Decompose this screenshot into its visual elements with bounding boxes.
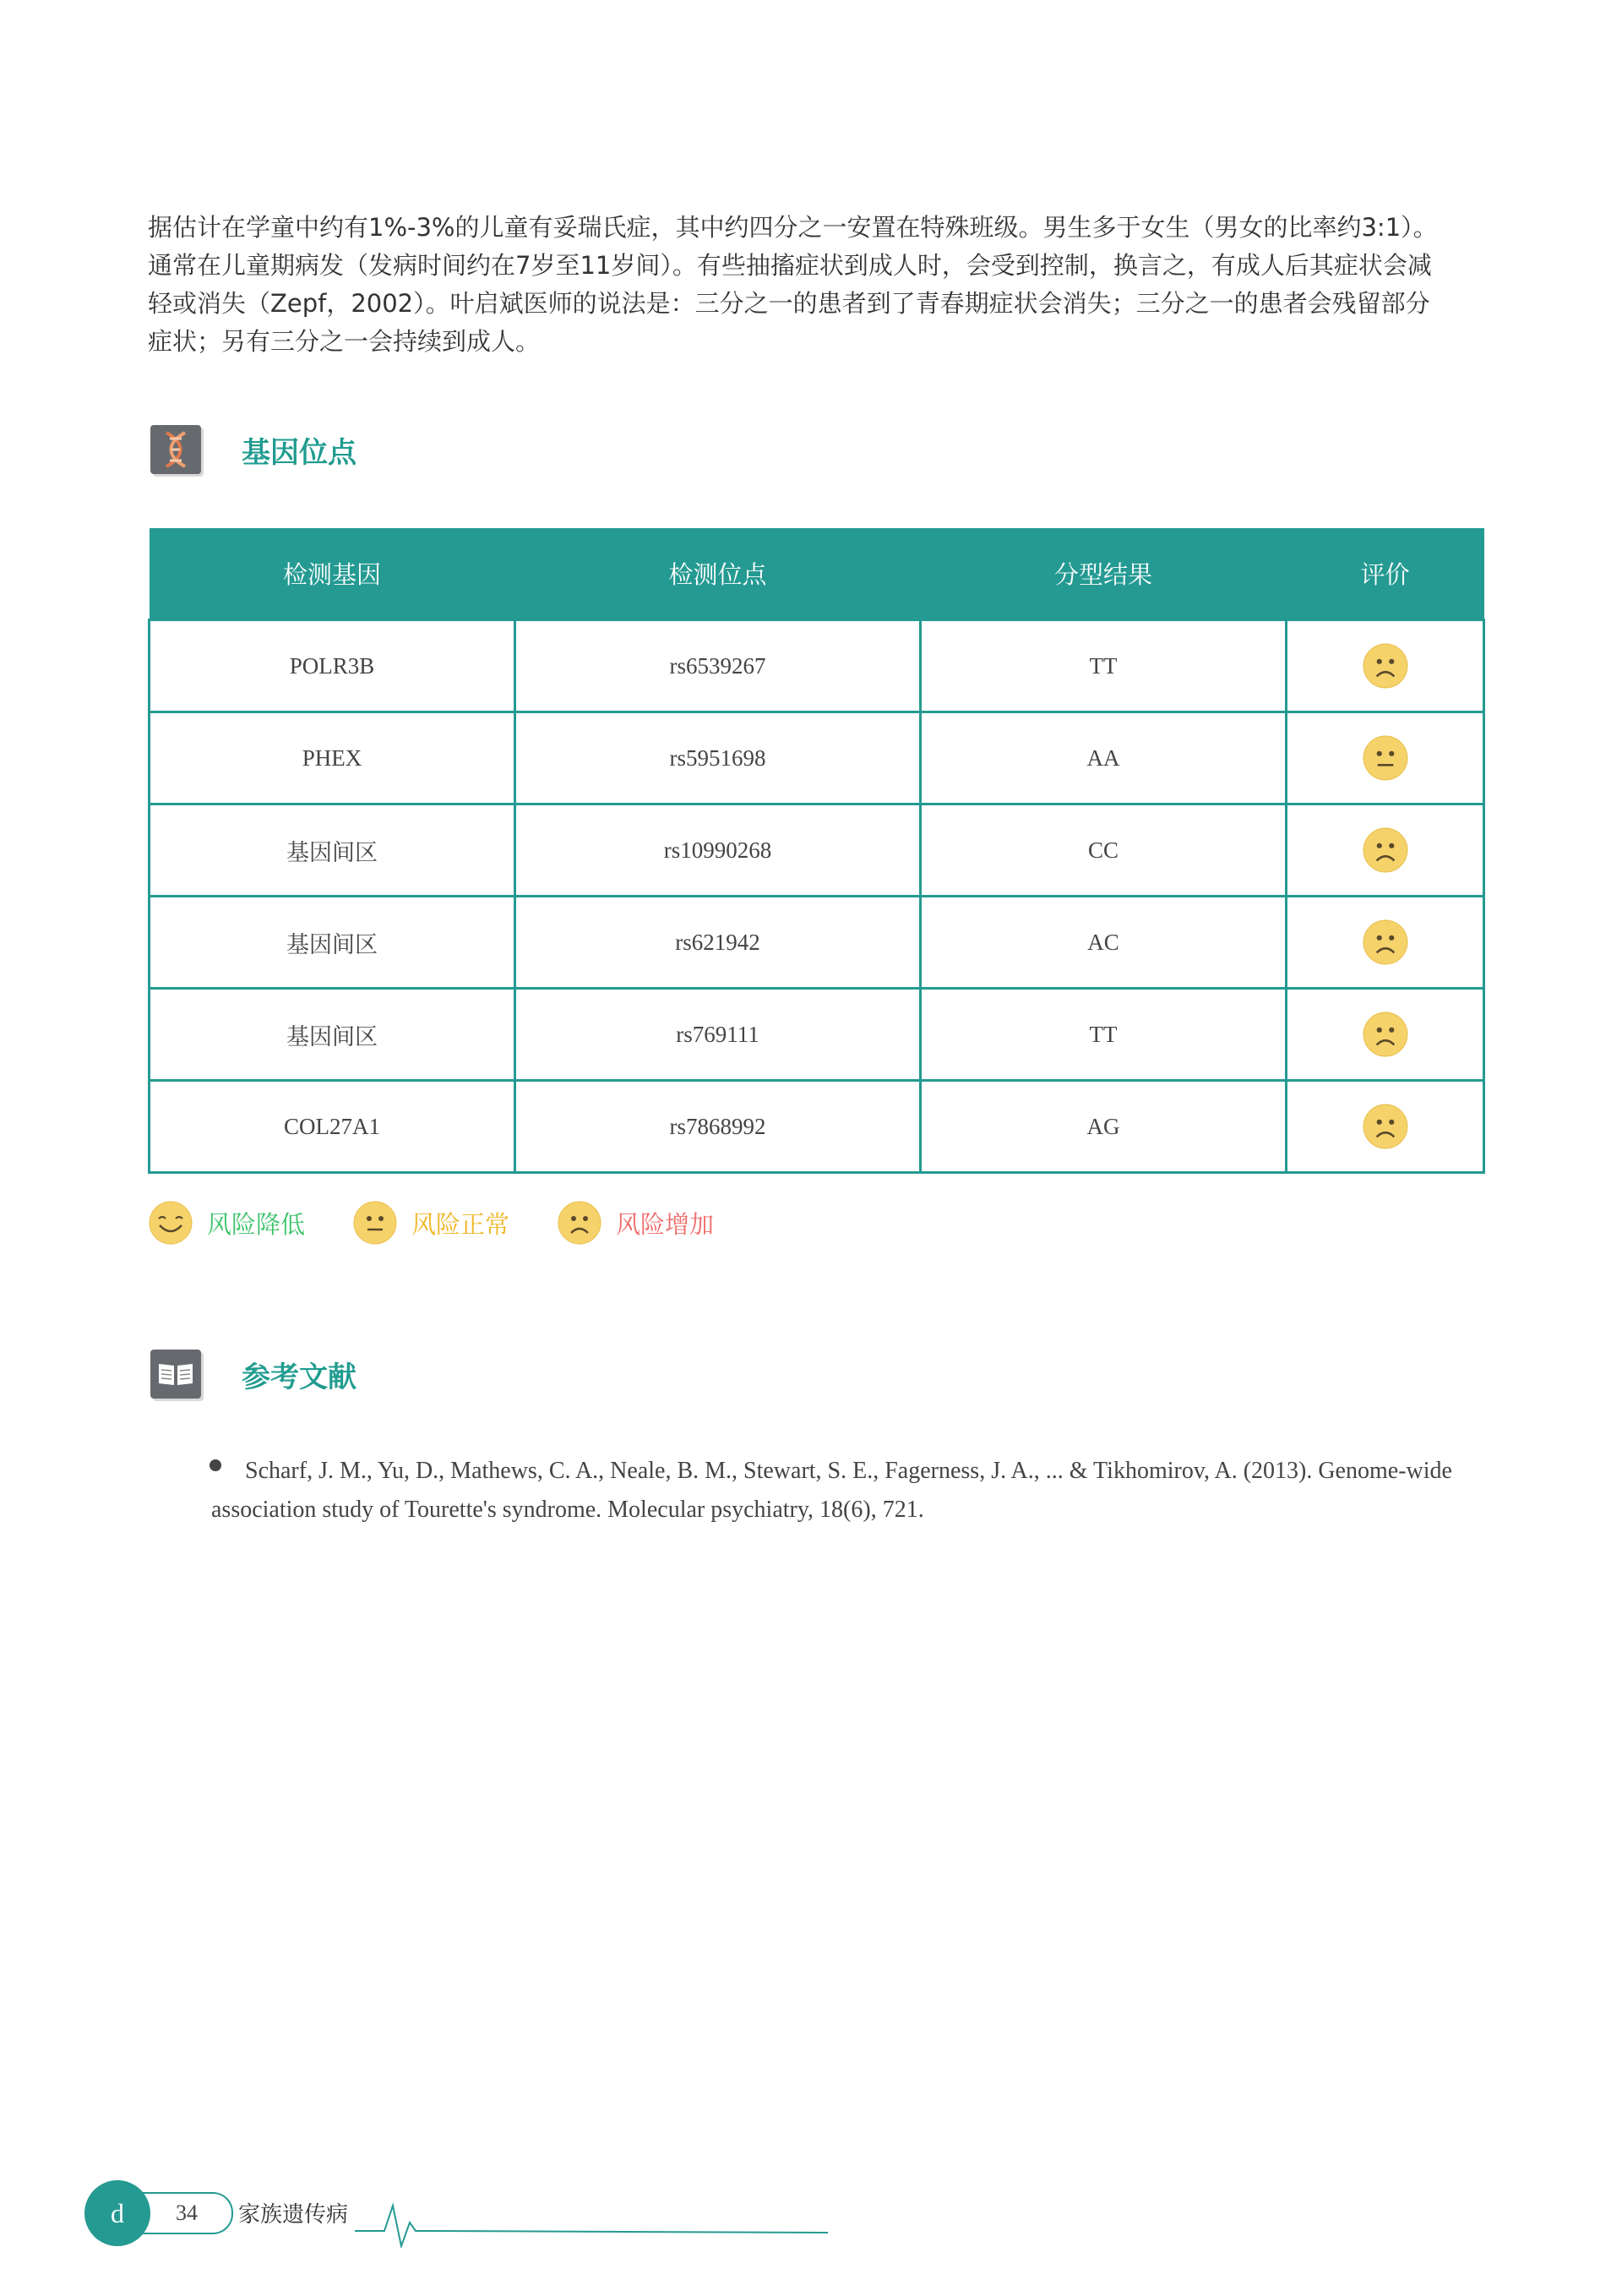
book-icon — [150, 1350, 201, 1399]
header-rating: 评价 — [1287, 528, 1484, 620]
cell-rating — [1287, 804, 1484, 897]
cell-site: rs10990268 — [515, 804, 921, 897]
table-row — [150, 804, 1484, 897]
intro-paragraph — [148, 209, 1491, 361]
dna-icon — [150, 425, 201, 474]
cell-rating — [1287, 1081, 1484, 1173]
neutral-face-icon — [1362, 734, 1409, 782]
neutral-face-icon — [352, 1200, 398, 1246]
legend-label-low: 风险降低 — [207, 1209, 306, 1239]
sad-face-icon — [1362, 919, 1409, 966]
table-row — [150, 620, 1484, 712]
sad-face-icon — [1362, 642, 1409, 690]
cell-genotype: TT — [921, 989, 1287, 1081]
table-row — [150, 897, 1484, 989]
legend-item-normal — [352, 1200, 509, 1246]
cell-rating — [1287, 712, 1484, 804]
sad-face-icon — [1362, 826, 1409, 874]
cell-gene: COL27A1 — [150, 1081, 515, 1173]
cell-gene: 基因间区 — [150, 989, 515, 1081]
footer-letter-badge: d — [84, 2180, 150, 2246]
sad-face-icon — [1362, 1103, 1409, 1150]
cell-gene: PHEX — [150, 712, 515, 804]
header-site: 检测位点 — [515, 528, 921, 620]
sad-face-icon — [1362, 1011, 1409, 1058]
intro-line: 通常在儿童期病发（发病时间约在7岁至11岁间）。有些抽搐症状到成人时，会受到控制，换言之，有成人后其症状会减 — [148, 251, 1432, 280]
reference-item — [211, 1452, 1512, 1530]
gene-section-title: 基因位点 — [242, 435, 357, 470]
cell-genotype: TT — [921, 620, 1287, 712]
table-row — [150, 989, 1484, 1081]
cell-site: rs5951698 — [515, 712, 921, 804]
legend-item-low — [148, 1200, 305, 1246]
page-number: 34 — [142, 2192, 233, 2234]
gene-section-header — [150, 425, 357, 474]
table-row — [150, 712, 1484, 804]
cell-site: rs769111 — [515, 989, 921, 1081]
cell-gene: POLR3B — [150, 620, 515, 712]
page-footer — [0, 2180, 1622, 2296]
cell-rating — [1287, 897, 1484, 989]
cell-genotype: CC — [921, 804, 1287, 897]
sad-face-icon — [557, 1200, 602, 1246]
cell-rating — [1287, 620, 1484, 712]
cell-genotype: AA — [921, 712, 1287, 804]
legend-label-high: 风险增加 — [616, 1209, 715, 1239]
cell-site: rs7868992 — [515, 1081, 921, 1173]
reference-section-header — [150, 1350, 357, 1399]
reference-section-title: 参考文献 — [242, 1360, 357, 1394]
header-gene: 检测基因 — [150, 528, 515, 620]
legend-item-high — [557, 1200, 714, 1246]
happy-face-icon — [148, 1200, 193, 1246]
cell-site: rs621942 — [515, 897, 921, 989]
reference-text: Scharf, J. M., Yu, D., Mathews, C. A., Neale, B. M., Stewart, S. E., Fagerness, J. A., ... & Tikhomirov, A. (2013). Genome-wide association study of Tourette's syndrome. Molecular psychiatry, 18(6), 721. — [211, 1458, 1452, 1523]
header-genotype: 分型结果 — [921, 528, 1287, 620]
table-header-row — [150, 528, 1484, 620]
heartbeat-line-icon — [228, 2197, 836, 2248]
cell-site: rs6539267 — [515, 620, 921, 712]
intro-line: 据估计在学童中约有1%-3%的儿童有妥瑞氏症，其中约四分之一安置在特殊班级。男生多于女生（男女的比率约3:1）。 — [148, 213, 1438, 242]
risk-legend — [148, 1200, 761, 1246]
cell-genotype: AC — [921, 897, 1287, 989]
cell-gene: 基因间区 — [150, 897, 515, 989]
cell-genotype: AG — [921, 1081, 1287, 1173]
legend-label-normal: 风险正常 — [411, 1209, 510, 1239]
intro-line: 轻或消失（Zepf，2002）。叶启斌医师的说法是：三分之一的患者到了青春期症状会消失；三分之一的患者会残留部分 — [148, 289, 1430, 318]
cell-rating — [1287, 989, 1484, 1081]
footer-title: 家族遗传病 — [238, 2202, 349, 2228]
gene-table — [148, 528, 1485, 1174]
intro-line: 症状；另有三分之一会持续到成人。 — [148, 327, 541, 356]
table-row — [150, 1081, 1484, 1173]
cell-gene: 基因间区 — [150, 804, 515, 897]
